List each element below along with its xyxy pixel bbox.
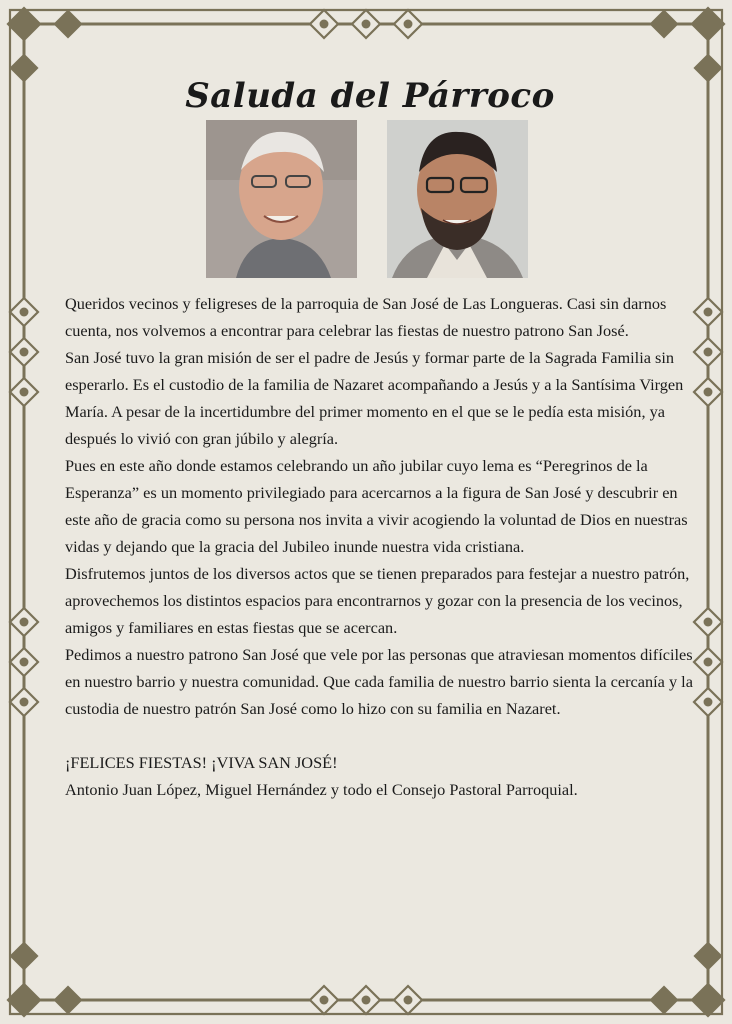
closing-line: ¡FELICES FIESTAS! ¡VIVA SAN JOSÉ! xyxy=(65,753,338,772)
ornament-dot xyxy=(20,308,29,317)
ornament-dot xyxy=(20,698,29,707)
paragraph-jubilee-year: Pues en este año donde estamos celebrando un año jubilar cuyo lema es “Peregrinos de la Esperanza” es un momento privilegiado para acercarnos a la figura de San José y descubrir en este año de gracia como su persona nos invita a vivir acogiendo la voluntad de Dios en nuestras vidas y dejando que la gracia del Jubileo inunde nuestra vida cristiana. xyxy=(65,456,688,556)
ornament-dot xyxy=(20,388,29,397)
corner-diamond-ornament xyxy=(692,984,724,1016)
corner-diamond-ornament xyxy=(651,987,677,1013)
ornament-dot xyxy=(320,20,329,29)
ornament-dot xyxy=(20,658,29,667)
corner-diamond-ornament xyxy=(692,8,724,40)
page-title: Saluda del Párroco xyxy=(185,76,555,116)
paragraph-prayer: Pedimos a nuestro patrono San José que vele por las personas que atraviesan momentos difíciles en nuestro barrio y nuestra comunidad. Que cada familia de nuestro barrio sienta la cercanía y la custodia de nuestro patrón San José como lo hizo con su familia en Nazaret. xyxy=(65,645,693,718)
corner-diamond-ornament xyxy=(11,55,37,81)
corner-diamond-ornament xyxy=(11,943,37,969)
ornament-dot xyxy=(404,996,413,1005)
corner-diamond-ornament xyxy=(55,11,81,37)
ornament-dot xyxy=(20,618,29,627)
ornament-dot xyxy=(20,348,29,357)
paragraph-greeting: Queridos vecinos y feligreses de la parroquia de San José de Las Longueras. Casi sin darnos cuenta, nos volvemos a encontrar para celebrar las fiestas de nuestro patrono San José. xyxy=(65,294,667,340)
ornament-dot xyxy=(362,20,371,29)
portrait-older-priest-photo xyxy=(206,120,357,278)
corner-diamond-ornament xyxy=(695,55,721,81)
corner-diamond-ornament xyxy=(695,943,721,969)
ornament-dot xyxy=(320,996,329,1005)
corner-diamond-ornament xyxy=(8,984,40,1016)
paragraph-celebration: Disfrutemos juntos de los diversos actos que se tienen preparados para festejar a nuestro patrón, aprovechemos los distintos espacios para encontrarnos y gozar con la presencia de los vecinos, amigos y familiares en estas fiestas que se acercan. xyxy=(65,564,690,637)
letter-body xyxy=(65,290,705,803)
corner-diamond-ornament xyxy=(651,11,677,37)
paragraph-san-jose-mission: San José tuvo la gran misión de ser el padre de Jesús y formar parte de la Sagrada Familia sin esperarlo. Es el custodio de la familia de Nazaret acompañando a Jesús y a la Santísima Virgen María. A pesar de la incertidumbre del primer momento en el que se le pedía esta misión, ya después lo vivió con gran júbilo y alegría. xyxy=(65,348,684,448)
ornament-dot xyxy=(362,996,371,1005)
ornament-dot xyxy=(404,20,413,29)
corner-diamond-ornament xyxy=(55,987,81,1013)
portrait-younger-priest-photo xyxy=(387,120,528,278)
corner-diamond-ornament xyxy=(8,8,40,40)
signature: Antonio Juan López, Miguel Hernández y todo el Consejo Pastoral Parroquial. xyxy=(65,780,578,799)
